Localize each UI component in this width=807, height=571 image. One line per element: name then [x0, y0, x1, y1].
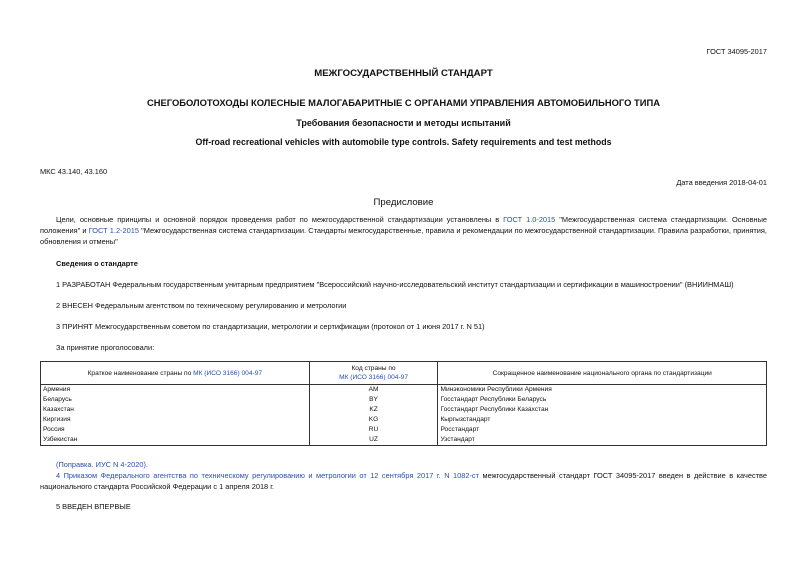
order-link[interactable]: 4 Приказом Федерального агентства по техническому регулированию и метрологии от 12 сентября 2017 г. N 1082-ст	[56, 471, 480, 480]
country-code: BY	[309, 395, 438, 405]
info-item-5: 5 ВВЕДЕН ВПЕРВЫЕ	[56, 502, 131, 511]
introduction-date: Дата введения 2018-04-01	[676, 178, 767, 187]
amendment-note	[40, 459, 767, 470]
country-name: Узбекистан	[41, 435, 310, 446]
country-code: KZ	[309, 405, 438, 415]
document-code: ГОСТ 34095-2017	[706, 47, 767, 56]
mk-iso-link[interactable]: МК (ИСО 3166) 004-97	[193, 369, 263, 377]
standards-body: Минэкономики Республики Армения	[438, 385, 767, 396]
table-row	[41, 405, 767, 415]
standards-body: Кыргызстандарт	[438, 415, 767, 425]
country-name: Казахстан	[41, 405, 310, 415]
foreword-text-b: "Межгосударственная система стандартизации. Основные положения" и	[40, 215, 768, 235]
foreword-heading: Предисловие	[373, 197, 434, 208]
country-code: AM	[309, 385, 438, 396]
standards-body: Узстандарт	[438, 435, 767, 446]
mk-iso-link-2[interactable]: МК (ИСО 3166) 004-97	[339, 374, 408, 381]
mks-classifier: МКС 43.140, 43.160	[40, 167, 108, 176]
document-subtitle-ru: Требования безопасности и методы испытаний	[296, 118, 511, 128]
foreword-text-c: "Межгосударственная система стандартизации. Стандарты межгосударственные, правила и рекомендации по межгосударственной стандартизации. Правила разработки, принятия, обновления и отмены"	[40, 226, 767, 246]
table-row	[41, 425, 767, 435]
country-name: Армения	[41, 385, 310, 396]
country-code: UZ	[309, 435, 438, 446]
header-country-name	[41, 362, 310, 385]
info-item-3: 3 ПРИНЯТ Межгосударственным советом по стандартизации, метрологии и сертификации (протокол от 1 июня 2017 г. N 51)	[56, 322, 485, 331]
info-item-2: 2 ВНЕСЕН Федеральным агентством по техническому регулированию и метрологии	[56, 301, 347, 310]
info-item-4	[40, 470, 767, 492]
country-name: Киргизия	[41, 415, 310, 425]
info-item-4-text: межгосударственный стандарт ГОСТ 34095-2017 введен в действие в качестве национального стандарта Российской Федерации с 1 апреля 2018 г.	[40, 471, 767, 491]
amendment-link[interactable]: (Поправка. ИУС N 4-2020).	[56, 460, 148, 469]
standards-body: Росстандарт	[438, 425, 767, 435]
header-standards-body: Сокращенное наименование национального органа по стандартизации	[438, 362, 767, 385]
country-code: KG	[309, 415, 438, 425]
standard-type-heading: МЕЖГОСУДАРСТВЕННЫЙ СТАНДАРТ	[314, 68, 493, 79]
gost-1-0-link[interactable]: ГОСТ 1.0-2015	[503, 215, 556, 224]
country-name: Россия	[41, 425, 310, 435]
table-header-row	[41, 362, 767, 385]
foreword-text-a: Цели, основные принципы и основной порядок проведения работ по межгосударственной стандартизации установлены в	[56, 215, 504, 224]
info-item-1: 1 РАЗРАБОТАН Федеральным государственным унитарным предприятием "Всероссийский научно-исследовательский институт стандартизации и сертификации в машиностроении" (ВНИИНМАШ)	[56, 280, 734, 289]
table-row	[41, 415, 767, 425]
country-code: RU	[309, 425, 438, 435]
document-title-en: Off-road recreational vehicles with automobile type controls. Safety requirements and test methods	[195, 137, 612, 147]
foreword-paragraph	[40, 214, 767, 247]
document-title-ru: СНЕГОБОЛОТОХОДЫ КОЛЕСНЫЕ МАЛОГАБАРИТНЫЕ С ОРГАНАМИ УПРАВЛЕНИЯ АВТОМОБИЛЬНОГО ТИПА	[146, 97, 660, 108]
standards-body: Госстандарт Республики Казахстан	[438, 405, 767, 415]
gost-1-2-link[interactable]: ГОСТ 1.2-2015	[88, 226, 139, 235]
standards-body: Госстандарт Республики Беларусь	[438, 395, 767, 405]
standard-info-heading: Сведения о стандарте	[56, 259, 138, 268]
table-row	[41, 385, 767, 396]
voted-label: За принятие проголосовали:	[56, 343, 155, 352]
voting-countries-table	[40, 361, 767, 446]
header-country-name-text: Краткое наименование страны по	[87, 369, 194, 377]
header-country-code	[309, 362, 438, 385]
table-row	[41, 435, 767, 446]
country-name: Беларусь	[41, 395, 310, 405]
table-row	[41, 395, 767, 405]
header-country-code-text: Код страны по	[351, 365, 396, 372]
